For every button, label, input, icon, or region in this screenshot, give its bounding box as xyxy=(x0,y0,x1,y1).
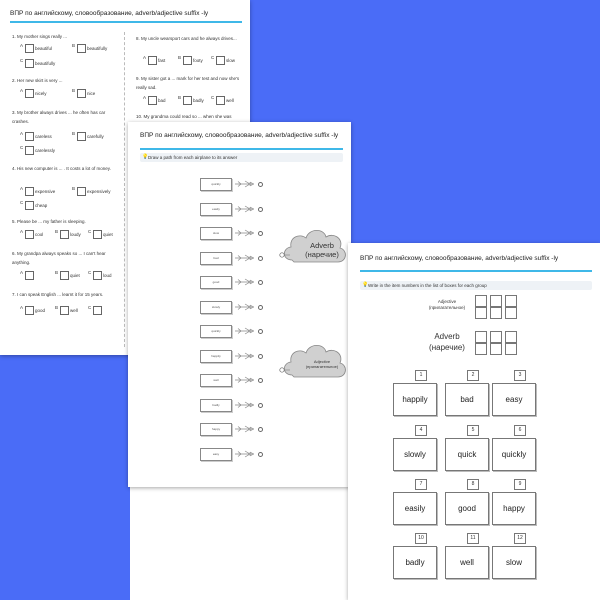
word-card[interactable]: quick xyxy=(445,438,489,471)
connector-dot[interactable] xyxy=(258,354,263,359)
worksheet-matching-clouds xyxy=(128,122,351,487)
answer-box[interactable] xyxy=(25,59,34,68)
word-card[interactable]: slow xyxy=(492,546,536,579)
connector-dot[interactable] xyxy=(258,256,263,261)
airplane-icon xyxy=(234,352,256,360)
item-number: 7 xyxy=(415,479,427,490)
adverb-answer-box[interactable] xyxy=(505,331,517,343)
item-number: 3 xyxy=(514,370,526,381)
word-card[interactable]: good xyxy=(445,492,489,525)
airplane-icon xyxy=(234,425,256,433)
instruction-bar: 💡 Draw a path from each airplane to its answer xyxy=(140,153,343,162)
answer-box[interactable] xyxy=(93,306,102,315)
word-card[interactable]: bad xyxy=(200,252,232,265)
word-card[interactable]: quickly xyxy=(492,438,536,471)
connector-dot[interactable] xyxy=(258,378,263,383)
word-card[interactable]: badly xyxy=(393,546,437,579)
word-card[interactable]: slowly xyxy=(200,301,232,314)
answer-box[interactable] xyxy=(25,187,34,196)
sheet-title: ВПР по английскому, словообразование, adverb/adjective suffix -ly xyxy=(360,255,559,262)
airplane-icon xyxy=(234,327,256,335)
answer-box[interactable] xyxy=(60,230,69,239)
question-2: 2. Her new skirt is very ... xyxy=(12,78,63,83)
item-number: 1 xyxy=(415,370,427,381)
word-card[interactable]: well xyxy=(445,546,489,579)
sheet-title: ВПР по английскому, словообразование, adverb/adjective suffix -ly xyxy=(10,10,209,17)
item-number: 2 xyxy=(467,370,479,381)
airplane-icon xyxy=(234,180,256,188)
question-1: 1. My mother sings really ... xyxy=(12,34,68,39)
connector-dot[interactable] xyxy=(258,452,263,457)
airplane-icon xyxy=(234,303,256,311)
cloud-adverb-label: Adverb (наречие) xyxy=(305,241,339,259)
airplane-icon xyxy=(234,450,256,458)
group-adjective-label: Adjective (прилагательное) xyxy=(428,299,466,310)
connector-dot[interactable] xyxy=(258,329,263,334)
item-number: 10 xyxy=(415,533,427,544)
instruction-bar: 💡 Write in the item numbers in the list of boxes for each group xyxy=(360,281,592,290)
adverb-answer-box[interactable] xyxy=(475,331,487,343)
answer-box[interactable] xyxy=(25,146,34,155)
answer-box[interactable] xyxy=(93,230,102,239)
question-7: 7. I can speak English ... learnt it for 15 years. xyxy=(12,292,104,297)
connector-dot[interactable] xyxy=(258,403,263,408)
connector-dot[interactable] xyxy=(258,305,263,310)
adjective-answer-box[interactable] xyxy=(505,307,517,319)
lightbulb-icon: 💡 xyxy=(362,282,369,288)
answer-box[interactable] xyxy=(25,230,34,239)
answer-box[interactable] xyxy=(25,201,34,210)
connector-dot[interactable] xyxy=(258,427,263,432)
worksheet-multiple-choice: ВПР по английскому, словообразование, adverb/adjective suffix -ly 1. My mother sings really ... A beautiful B beautifully C beautifully 2. Her new skirt is very ... A nicely B nice 3. My brother always drives ... he often has car crashes. A careless B carefully C carelessly 4. His new computer is ... . It costs a lot of money. A expensive B expensively C cheap 5. Please be ... my father is sleeping. A cool B loudy C quiet 6. My grandpa always speaks so ... I can't hear anything. A B quiet C loud 7. I can speak English ... learnt it for 15 years. A good B well C 8. My uncle wearsport cars and he always drives... A fast B footy C slow 9. My sister got a ... mark for her test and now she's really sad. A bad B badly C well 10. My grandma could read so ... when she was xyxy=(0,0,250,355)
answer-box[interactable] xyxy=(77,187,86,196)
item-number: 11 xyxy=(467,533,479,544)
adverb-answer-box[interactable] xyxy=(490,331,502,343)
connector-dot[interactable] xyxy=(258,280,263,285)
item-number: 9 xyxy=(514,479,526,490)
title-rule xyxy=(140,148,343,150)
word-card[interactable]: easy xyxy=(492,383,536,416)
lightbulb-icon: 💡 xyxy=(142,154,149,160)
background-blue-bottom xyxy=(0,355,130,600)
word-card[interactable]: slow xyxy=(200,227,232,240)
answer-box[interactable] xyxy=(60,306,69,315)
answer-box[interactable] xyxy=(25,89,34,98)
question-3: 3. My brother always drives ... he often has car crashes. xyxy=(12,110,106,124)
answer-box[interactable] xyxy=(148,96,157,105)
answer-box[interactable] xyxy=(25,132,34,141)
question-5: 5. Please be ... my father is sleeping. xyxy=(12,219,86,224)
item-number: 5 xyxy=(467,425,479,436)
adjective-answer-box[interactable] xyxy=(475,295,487,307)
word-card[interactable]: happily xyxy=(200,350,232,363)
word-card[interactable]: badly xyxy=(200,399,232,412)
word-card[interactable]: good xyxy=(200,276,232,289)
answer-box[interactable] xyxy=(183,56,192,65)
answer-box[interactable] xyxy=(216,56,225,65)
adverb-answer-box[interactable] xyxy=(475,343,487,355)
airplane-icon xyxy=(234,278,256,286)
question-10: 10. My grandma could read so ... when she was xyxy=(136,114,232,119)
item-number: 12 xyxy=(514,533,526,544)
worksheet-number-boxes xyxy=(348,243,600,600)
answer-box[interactable] xyxy=(183,96,192,105)
adjective-answer-box[interactable] xyxy=(475,307,487,319)
title-rule xyxy=(360,270,592,272)
sheet-title: ВПР по английскому, словообразование, adverb/adjective suffix -ly xyxy=(140,132,339,139)
answer-box[interactable] xyxy=(77,132,86,141)
answer-box[interactable] xyxy=(60,271,69,280)
word-card[interactable]: easily xyxy=(393,492,437,525)
item-number: 8 xyxy=(467,479,479,490)
item-number: 6 xyxy=(514,425,526,436)
adverb-answer-box[interactable] xyxy=(505,343,517,355)
word-card[interactable]: happy xyxy=(492,492,536,525)
question-9: 9. My sister got a ... mark for her test and now she's really sad. xyxy=(136,76,240,90)
answer-box[interactable] xyxy=(77,89,86,98)
airplane-icon xyxy=(234,205,256,213)
answer-box[interactable] xyxy=(148,56,157,65)
word-card[interactable]: easy xyxy=(200,448,232,461)
connector-dot[interactable] xyxy=(258,182,263,187)
connector-dot[interactable] xyxy=(258,207,263,212)
airplane-icon xyxy=(234,229,256,237)
airplane-icon xyxy=(234,254,256,262)
adjective-answer-box[interactable] xyxy=(490,295,502,307)
question-6: 6. My grandpa always speaks so ... I can't hear anything. xyxy=(12,251,106,265)
group-adverb-label: Adverb (наречие) xyxy=(429,332,465,352)
word-card[interactable]: quickly xyxy=(200,325,232,338)
cloud-adjective-label: Adjective (прилагательное) xyxy=(305,359,339,369)
word-card[interactable]: bad xyxy=(445,383,489,416)
airplane-icon xyxy=(234,401,256,409)
word-card[interactable]: happy xyxy=(200,423,232,436)
title-rule xyxy=(10,21,242,23)
word-card[interactable]: well xyxy=(200,374,232,387)
word-card[interactable]: easily xyxy=(200,203,232,216)
adverb-answer-box[interactable] xyxy=(490,343,502,355)
answer-box[interactable] xyxy=(25,306,34,315)
word-card[interactable]: quickly xyxy=(200,178,232,191)
answer-box[interactable] xyxy=(77,44,86,53)
answer-box[interactable] xyxy=(216,96,225,105)
adjective-answer-box[interactable] xyxy=(505,295,517,307)
airplane-icon xyxy=(234,376,256,384)
answer-box[interactable] xyxy=(93,271,102,280)
answer-box[interactable] xyxy=(25,271,34,280)
adjective-answer-box[interactable] xyxy=(490,307,502,319)
item-number: 4 xyxy=(415,425,427,436)
connector-dot[interactable] xyxy=(258,231,263,236)
answer-box[interactable] xyxy=(25,44,34,53)
word-card[interactable]: slowly xyxy=(393,438,437,471)
question-8: 8. My uncle wearsport cars and he always drives... xyxy=(136,36,237,41)
column-divider xyxy=(124,32,125,347)
question-4: 4. His new computer is ... . It costs a lot of money. xyxy=(12,166,111,171)
word-card[interactable]: happily xyxy=(393,383,437,416)
